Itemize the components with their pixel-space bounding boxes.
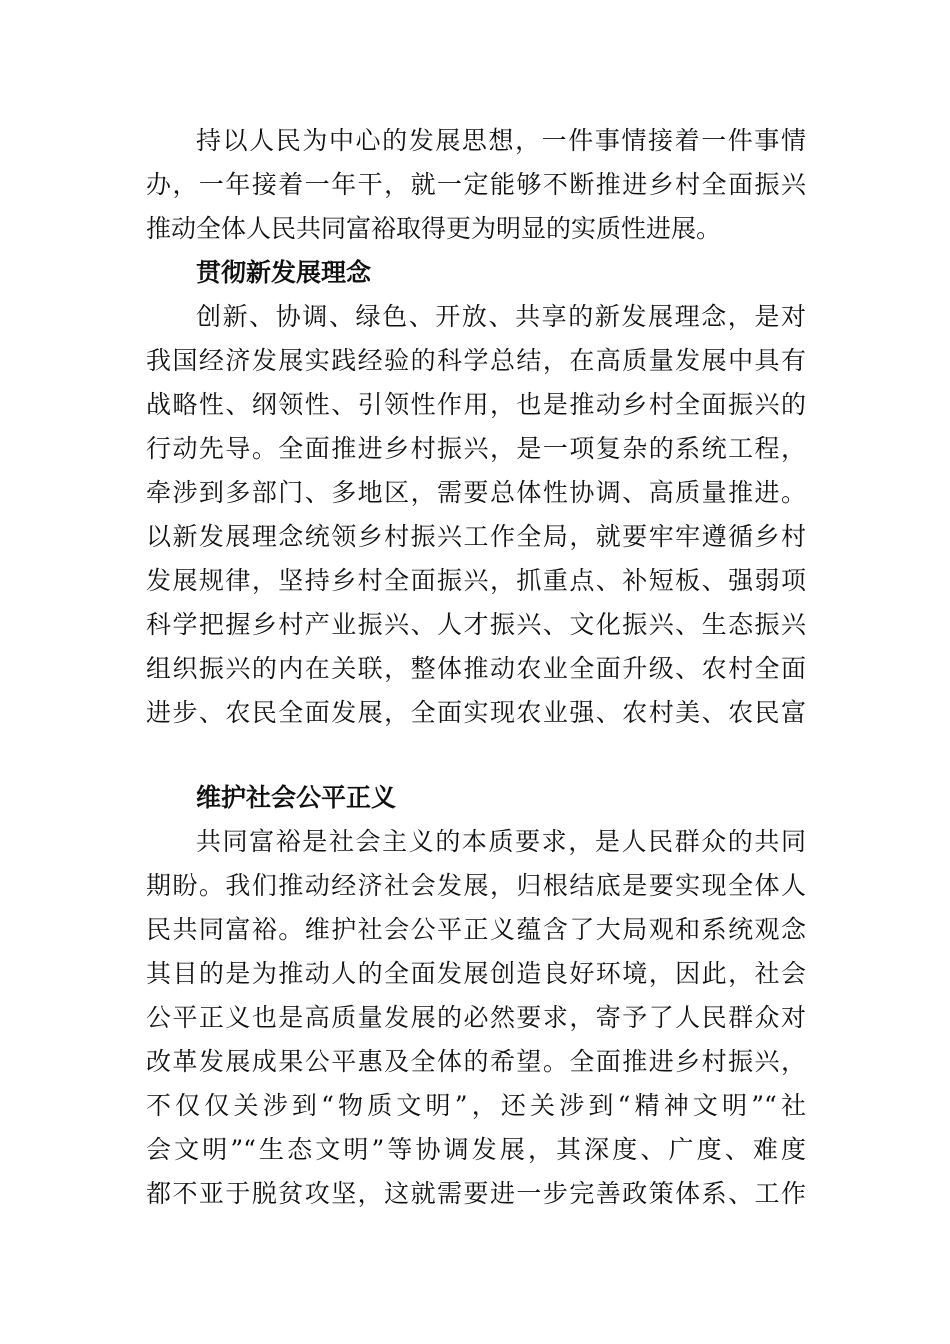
paragraph-1-line-3: 推动全体人民共同富裕取得更为明显的实质性进展。 <box>146 214 722 243</box>
paragraph-2-line-9: 组织振兴的内在关联，整体推动农业全面升级、农村全面 <box>146 654 806 683</box>
paragraph-3-line-3: 民共同富裕。维护社会公平正义蕴含了大局观和系统观念 <box>146 915 806 944</box>
paragraph-3-line-7: 不仅仅关涉到“物质文明”，还关涉到“精神文明”“社 <box>146 1091 806 1120</box>
paragraph-3-line-5: 公平正义也是高质量发展的必然要求，寄予了人民群众对 <box>146 1003 806 1032</box>
paragraph-2-line-4: 行动先导。全面推进乡村振兴，是一项复杂的系统工程， <box>146 434 806 463</box>
paragraph-2-line-3: 战略性、纲领性、引领性作用，也是推动乡村全面振兴的 <box>146 390 806 419</box>
paragraph-3-line-6: 改革发展成果公平惠及全体的希望。全面推进乡村振兴， <box>146 1047 806 1076</box>
paragraph-1-line-2: 办，一年接着一年干，就一定能够不断推进乡村全面振兴 <box>146 170 806 199</box>
paragraph-2-line-10: 进步、农民全面发展，全面实现农业强、农村美、农民富 <box>146 698 806 727</box>
paragraph-2-line-5: 牵涉到多部门、多地区，需要总体性协调、高质量推进。 <box>146 478 806 507</box>
section-heading-1: 贯彻新发展理念 <box>196 258 372 287</box>
paragraph-2-line-1: 创新、协调、绿色、开放、共享的新发展理念，是对 <box>196 302 806 331</box>
paragraph-3-line-8: 会文明”“生态文明”等协调发展，其深度、广度、难度 <box>146 1135 806 1164</box>
section-heading-2: 维护社会公平正义 <box>196 783 397 812</box>
paragraph-3-line-2: 期盼。我们推动经济社会发展，归根结底是要实现全体人 <box>146 871 806 900</box>
paragraph-2-line-7: 发展规律，坚持乡村全面振兴，抓重点、补短板、强弱项 <box>146 566 806 595</box>
paragraph-1-line-1: 持以人民为中心的发展思想，一件事情接着一件事情 <box>196 126 806 155</box>
paragraph-2-line-2: 我国经济发展实践经验的科学总结，在高质量发展中具有 <box>146 346 806 375</box>
paragraph-2-line-6: 以新发展理念统领乡村振兴工作全局，就要牢牢遵循乡村 <box>146 522 806 551</box>
paragraph-2-line-8: 科学把握乡村产业振兴、人才振兴、文化振兴、生态振兴 <box>146 610 806 639</box>
paragraph-3-line-4: 其目的是为推动人的全面发展创造良好环境，因此，社会 <box>146 959 806 988</box>
paragraph-3-line-9: 都不亚于脱贫攻坚，这就需要进一步完善政策体系、工作 <box>146 1179 806 1208</box>
paragraph-3-line-1: 共同富裕是社会主义的本质要求，是人民群众的共同 <box>196 827 806 856</box>
